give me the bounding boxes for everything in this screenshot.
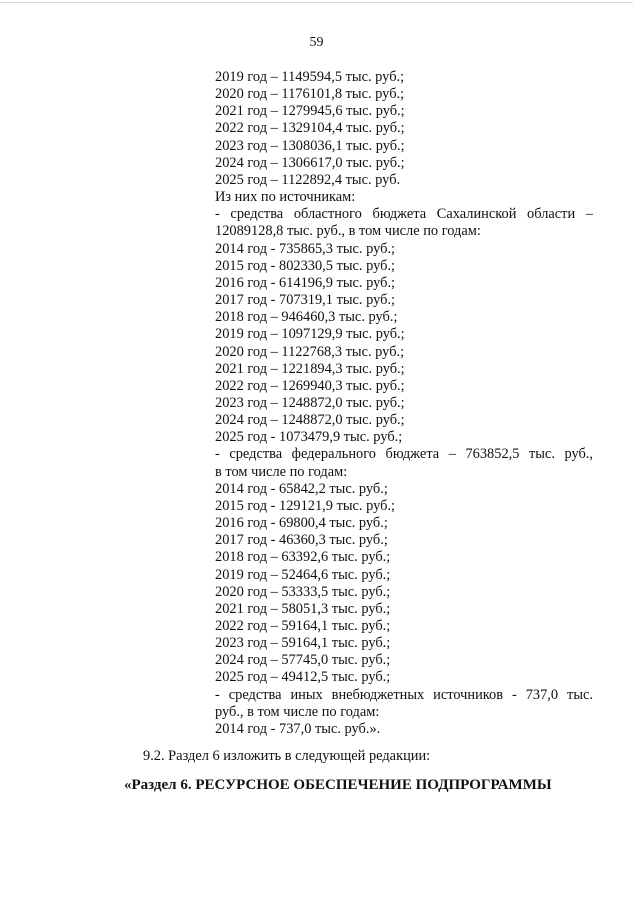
year-line: 2021 год – 58051,3 тыс. руб.; xyxy=(215,600,391,617)
year-line: 2022 год – 59164,1 тыс. руб.; xyxy=(215,618,391,634)
year-line: 2016 год - 69800,4 тыс. руб.; xyxy=(215,515,388,532)
year-line: 2015 год - 129121,9 тыс. руб.; xyxy=(215,497,396,514)
section-heading: «Раздел 6. РЕСУРСНОЕ ОБЕСПЕЧЕНИЕ ПОДПРОГРАММЫ xyxy=(124,777,552,793)
year-line: 2024 год – 57745,0 тыс. руб.; xyxy=(215,652,391,669)
regional-budget-total: 12089128,8 тыс. руб., в том числе по годам: xyxy=(215,223,481,240)
year-line: 2021 год – 1279945,6 тыс. руб.; xyxy=(215,103,405,120)
funding-text-block xyxy=(215,69,593,738)
year-line: 2025 год – 49412,5 тыс. руб.; xyxy=(215,669,391,686)
year-line: 2021 год – 1221894,3 тыс. руб.; xyxy=(215,360,405,377)
regional-budget-line: - средства областного бюджета Сахалинской области – xyxy=(215,206,593,223)
federal-budget-line: - средства федерального бюджета – 763852,5 тыс. руб., xyxy=(215,446,593,463)
year-line: 2015 год - 802330,5 тыс. руб.; xyxy=(215,257,396,274)
extrabudgetary-line: - средства иных внебюджетных источников - 737,0 тыс. xyxy=(215,686,593,703)
year-line: 2014 год - 65842,2 тыс. руб.; xyxy=(215,480,388,497)
year-line: 2022 год – 1329104,4 тыс. руб.; xyxy=(215,120,405,137)
year-line: 2018 год – 63392,6 тыс. руб.; xyxy=(215,549,391,566)
sources-heading: Из них по источникам: xyxy=(215,189,356,206)
year-line: 2025 год - 1073479,9 тыс. руб.; xyxy=(215,429,403,446)
federal-budget-by-year: в том числе по годам: xyxy=(215,463,348,480)
year-line: 2020 год – 1122768,3 тыс. руб.; xyxy=(215,343,405,360)
year-line: 2023 год – 1248872,0 тыс. руб.; xyxy=(215,394,405,411)
year-line: 2022 год – 1269940,3 тыс. руб.; xyxy=(215,377,405,394)
year-line: 2023 год – 1308036,1 тыс. руб.; xyxy=(215,137,405,154)
year-line: 2019 год – 52464,6 тыс. руб.; xyxy=(215,566,391,583)
year-line: 2014 год - 737,0 тыс. руб.». xyxy=(215,720,381,737)
year-line: 2014 год - 735865,3 тыс. руб.; xyxy=(215,240,396,257)
year-line: 2017 год - 46360,3 тыс. руб.; xyxy=(215,532,388,549)
year-line: 2024 год – 1248872,0 тыс. руб.; xyxy=(215,412,405,429)
year-line: 2017 год - 707319,1 тыс. руб.; xyxy=(215,292,396,309)
year-line: 2019 год – 1097129,9 тыс. руб.; xyxy=(215,326,405,343)
scan-edge-line xyxy=(0,2,633,3)
year-line: 2019 год – 1149594,5 тыс. руб.; xyxy=(215,69,405,85)
amendment-instruction: 9.2. Раздел 6 изложить в следующей редакции: xyxy=(143,748,431,764)
year-line: 2025 год – 1122892,4 тыс. руб. xyxy=(215,171,401,188)
year-line: 2016 год - 614196,9 тыс. руб.; xyxy=(215,274,396,291)
year-line: 2024 год – 1306617,0 тыс. руб.; xyxy=(215,154,405,171)
year-line: 2020 год – 53333,5 тыс. руб.; xyxy=(215,583,391,600)
extrabudgetary-by-year: руб., в том числе по годам: xyxy=(215,703,380,720)
year-line: 2023 год – 59164,1 тыс. руб.; xyxy=(215,635,391,652)
year-line: 2018 год – 946460,3 тыс. руб.; xyxy=(215,309,398,326)
year-line: 2020 год – 1176101,8 тыс. руб.; xyxy=(215,86,405,103)
page-number: 59 xyxy=(309,35,324,50)
